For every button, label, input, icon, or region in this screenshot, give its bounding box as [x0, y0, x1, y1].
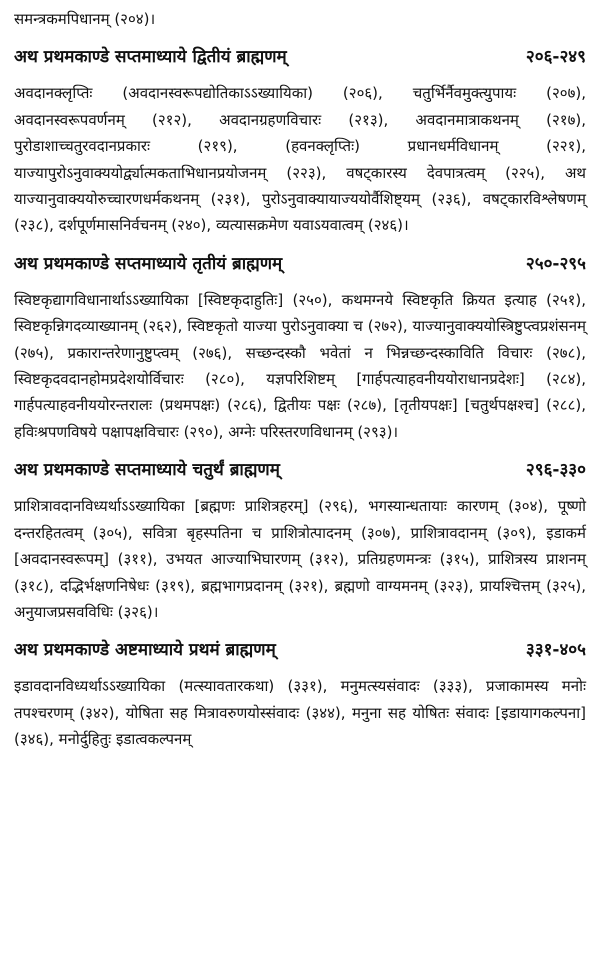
section-page-range: २५०-२९५ [525, 253, 586, 274]
section-title: अथ प्रथमकाण्डे सप्तमाध्याये द्वितीयं ब्राह्मणम् [14, 47, 287, 68]
section-page-range: २०६-२४९ [525, 47, 586, 68]
section-heading [14, 44, 586, 70]
section-page-range: ३३१-४०५ [525, 640, 586, 661]
section-heading [14, 457, 586, 483]
section-contents: अवदानक्लृप्तिः (अवदानस्वरूपद्योतिकाऽऽख्यायिका) (२०६), चतुर्भिर्नैवमुक्त्युपायः (२०७), अवदानस्वरूपवर्णनम् (२१२), अवदानग्रहणविचारः (२१३), अवदानमात्राकथनम् (२१७), पुरोडाशाच्चतुरवदानप्रकारः (२१९), (हवनक्लृप्तिः) प्रधानधर्मविधानम् (२२१), याज्यापुरोऽनुवाक्ययोर्द्व्यात्मकताभिधानप्रयोजनम् (२२३), वषट्कारस्य देवपात्रत्वम् (२२५), अथ याज्यानुवाक्ययोरुच्चारणधर्मकथनम् (२३१), पुरोऽनुवाक्यायाज्ययोर्वैशिष्ट्यम् (२३६), वषट्कारविश्लेषणम् (२३८), दर्शपूर्णमासनिर्वचनम् (२४०), व्यत्यासक्रमेण यवाऽयवात्वम् (२४६)। [14, 84, 586, 235]
section-page-range: २९६-३३० [525, 460, 586, 481]
section-heading [14, 637, 586, 663]
section-contents: प्राशित्रावदानविध्यर्थाऽऽख्यायिका [ब्रह्मणः प्राशित्रहरम्] (२९६), भगस्यान्धतायाः कारणम् (३०४), पूष्णो दन्तरहितत्वम् (३०५), सवित्रा बृहस्पतिना च प्राशित्रोत्पादनम् (३०७), प्राशित्रावदानम् (३०९), इडाकर्म [अवदानस्वरूपम्] (३११), उभयत आज्याभिघारणम् (३१२), प्रतिग्रहणमन्त्रः (३१५), प्राशित्रस्य प्राशनम् (३१८), दद्भिर्भक्षणनिषेधः (३१९), ब्रह्मभागप्रदानम् (३२१), ब्रह्मणो वाग्यमनम् (३२३), प्रायश्चित्तम् (३२५), अनुयाजप्रसवविधिः (३२६)। [14, 497, 586, 621]
section-heading [14, 251, 586, 277]
continuation-line: समन्त्रकमपिधानम् (२०४)। [14, 10, 156, 28]
section-contents: स्विष्टकृद्यागविधानार्थाऽऽख्यायिका [स्विष्टकृदाहुतिः] (२५०), कथमग्नये स्विष्टकृति क्रियत इत्याह (२५१), स्विष्टकृन्निगदव्याख्यानम् (२६२), स्विष्टकृतो याज्या पुरोऽनुवाक्या च (२७२), याज्यानुवाक्ययोस्त्रिष्टुप्त्वप्रशंसनम् (२७५), प्रकारान्तरेणानुष्टुप्त्वम् (२७६), सच्छन्दस्कौ भवेतां न भिन्नच्छन्दस्काविति विचारः (२७८), स्विष्टकृदवदानहोमप्रदेशयोर्विचारः (२८०), यज्ञपरिशिष्टम् [गार्हपत्याहवनीययोराधानप्रदेशः] (२८४), गार्हपत्याहवनीययोरन्तरालः (प्रथमपक्षः) (२८६), द्वितीयः पक्षः (२८७), [तृतीयपक्षः] [चतुर्थपक्षश्च] (२८८), हविःश्रपणविषये पक्षापक्षविचारः (२९०), अग्नेः परिस्तरणविधानम् (२९३)। [14, 290, 586, 441]
section-title: अथ प्रथमकाण्डे सप्तमाध्याये तृतीयं ब्राह्मणम् [14, 253, 283, 274]
section-title: अथ प्रथमकाण्डे अष्टमाध्याये प्रथमं ब्राह्मणम् [14, 640, 276, 661]
section-title: अथ प्रथमकाण्डे सप्तमाध्याये चतुर्थं ब्राह्मणम् [14, 460, 280, 481]
section-contents: इडावदानविध्यर्थाऽऽख्यायिका (मत्स्यावतारकथा) (३३१), मनुमत्स्यसंवादः (३३३), प्रजाकामस्य मनोः तपश्चरणम् (३४२), योषिता सह मित्रावरुणयोस्संवादः (३४४), मनुना सह योषितः संवादः [इडायागकल्पना] (३४६), मनोर्दुहितुः इडात्वकल्पनम् [14, 677, 586, 749]
